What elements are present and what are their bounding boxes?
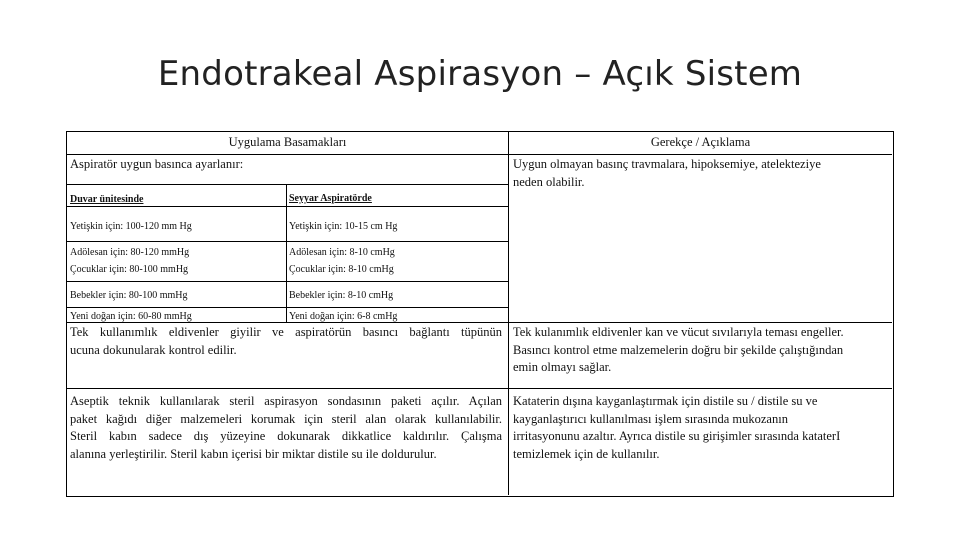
- portable-pressure-adult: Yetişkin için: 10-15 cm Hg: [289, 221, 398, 232]
- text-line: neden olabilir.: [513, 174, 585, 189]
- text-line: Steril kabın sadece dış yüzeyine dokunarak dikkatlice kaldırılır. Çalışma: [70, 429, 502, 444]
- wall-pressure-adult: Yetişkin için: 100-120 mm Hg: [70, 221, 192, 232]
- wall-pressure-adolescent: Adölesan için: 80-120 mmHg: [70, 247, 190, 258]
- subtable-line: [67, 281, 508, 282]
- procedure-table: [66, 131, 894, 497]
- glove-rationale: [513, 324, 889, 377]
- text-line: irritasyonunu azaltır. Ayrıca distile su girişimler sırasında kataterI: [513, 429, 841, 444]
- subtable-line: [67, 184, 508, 185]
- text-line: paket kağıdı diğer malzemeleri korumak için steril alan olarak kullanılabilir.: [70, 411, 502, 426]
- text-line: Kataterin dışına kayganlaştırmak için distile su / distile su ve: [513, 394, 818, 408]
- portable-pressure-newborn: Yeni doğan için: 6-8 cmHg: [289, 311, 398, 322]
- wall-pressure-infant: Bebekler için: 80-100 mmHg: [70, 290, 188, 301]
- wall-pressure-newborn: Yeni doğan için: 60-80 mmHg: [70, 311, 192, 322]
- subtable-column-divider: [286, 184, 287, 322]
- pressure-rationale: [513, 156, 885, 191]
- text-line: ucuna dokunularak kontrol edilir.: [70, 342, 237, 357]
- column-divider: [508, 132, 509, 495]
- pressure-intro: Aspiratör uygun basınca ayarlanır:: [70, 157, 244, 171]
- header-steps: Uygulama Basamakları: [228, 135, 347, 149]
- portable-pressure-infant: Bebekler için: 8-10 cmHg: [289, 290, 394, 301]
- pressure-subtable: [67, 184, 508, 322]
- text-line: Tek kullanımlık eldivenler giyilir ve aspiratörün basıncı bağlantı tüpünün: [70, 325, 502, 339]
- portable-pressure-child: Çocuklar için: 8-10 cmHg: [289, 264, 394, 275]
- wall-pressure-child: Çocuklar için: 80-100 mmHg: [70, 264, 189, 275]
- row-divider: [67, 388, 892, 389]
- portable-pressure-adolescent: Adölesan için: 8-10 cmHg: [289, 247, 395, 258]
- text-line: Uygun olmayan basınç travmalara, hipoksemiye, atelekteziye: [513, 157, 821, 171]
- subtable-line: [67, 241, 508, 242]
- text-line: kayganlaştırıcı kullanılması işlem sırasında mukozanın: [513, 411, 788, 426]
- text-line: Tek kulanımlık eldivenler kan ve vücut sıvılarıyla teması engeller.: [513, 325, 844, 339]
- text-line: alanına yerleştirilir. Steril kabın içerisi bir miktar distile su ile doldurulur.: [70, 446, 437, 461]
- subtable-line: [67, 206, 508, 207]
- aseptic-step: [70, 393, 502, 463]
- text-line: Basıncı kontrol etme malzemelerin doğru bir şekilde çalıştığından: [513, 342, 844, 357]
- glove-step: [70, 324, 502, 359]
- wall-unit-header: Duvar ünitesinde: [70, 194, 144, 205]
- subtable-line: [67, 307, 508, 308]
- aseptic-rationale: [513, 393, 889, 463]
- slide-title: Endotrakeal Aspirasyon – Açık Sistem: [157, 54, 803, 94]
- text-line: temizlemek için de kullanılır.: [513, 446, 660, 461]
- text-line: Aseptik teknik kullanılarak steril aspirasyon sondasının paketi açılır. Açılan: [70, 394, 502, 408]
- portable-aspirator-header: Seyyar Aspiratörde: [289, 193, 372, 204]
- header-divider: [67, 154, 892, 155]
- text-line: emin olmayı sağlar.: [513, 360, 612, 375]
- header-rationale: Gerekçe / Açıklama: [650, 135, 751, 149]
